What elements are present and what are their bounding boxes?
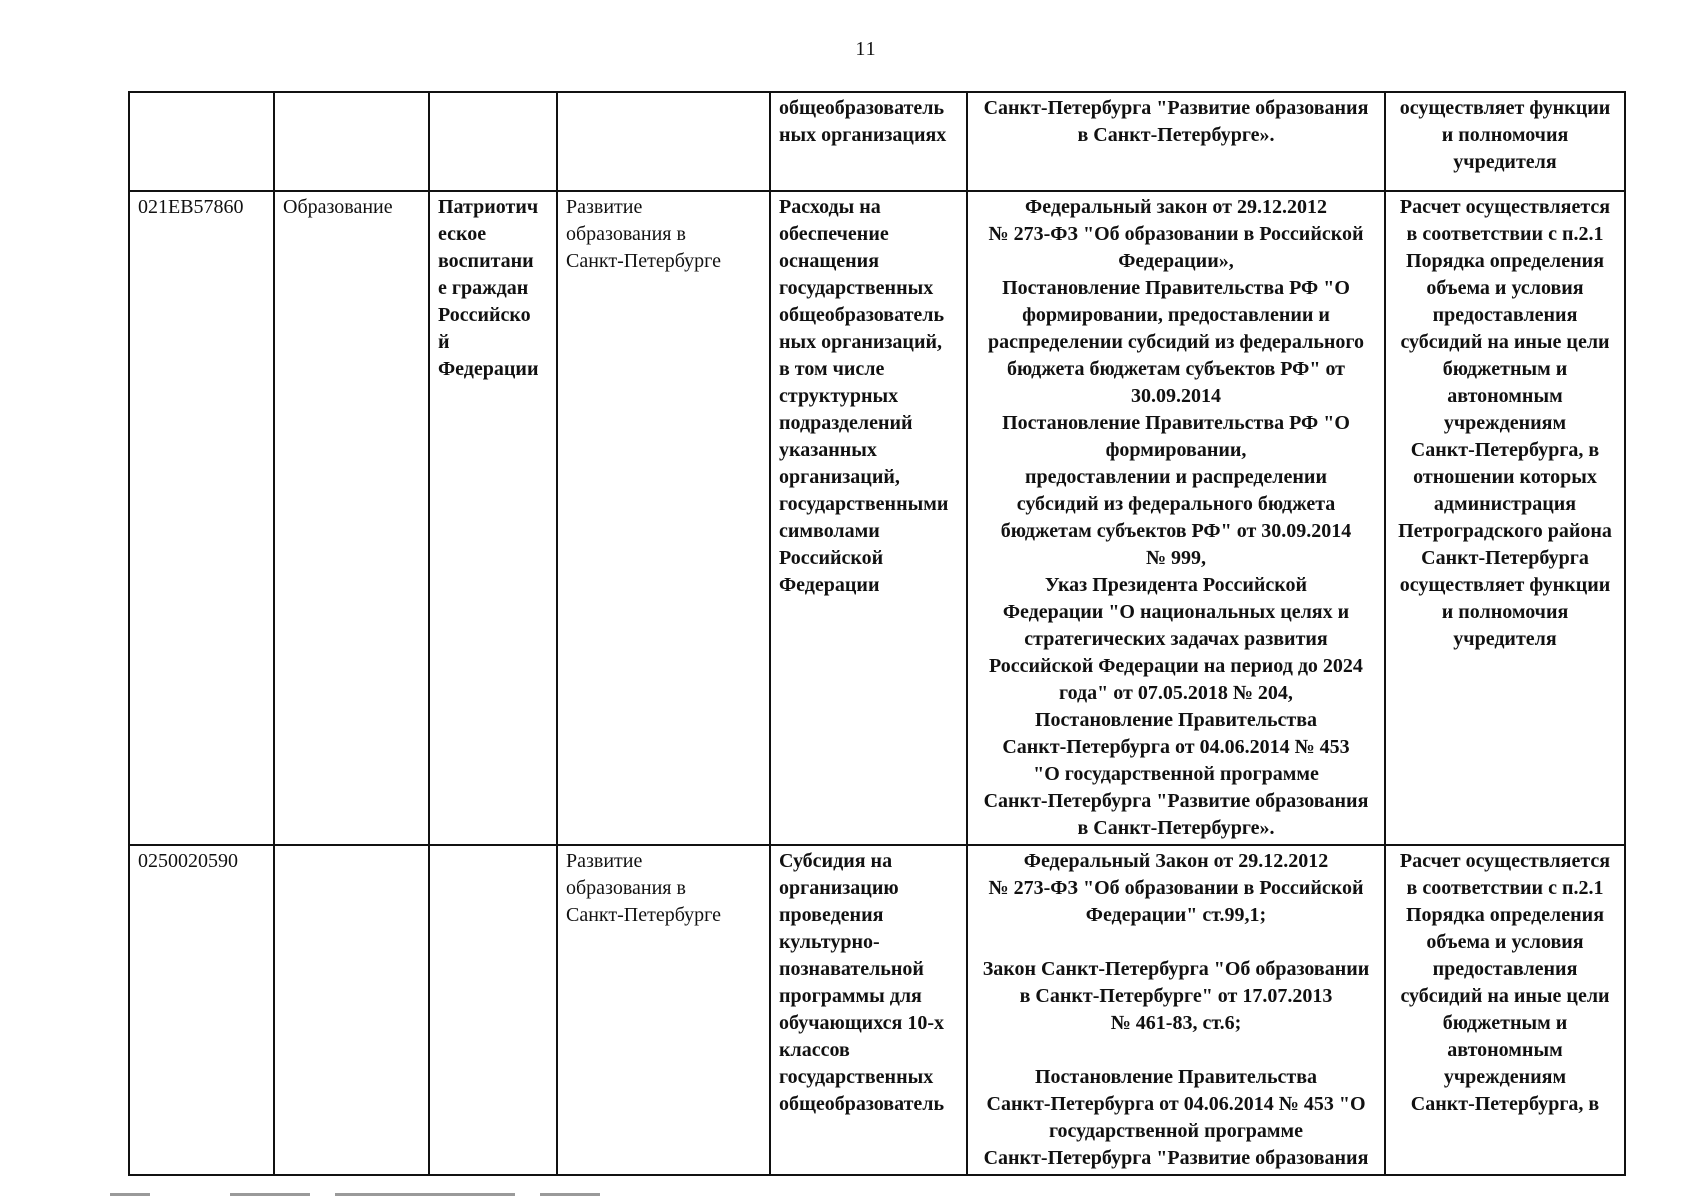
cell-line: Развитие — [566, 850, 643, 872]
description-cell — [770, 845, 967, 1175]
cell-line: объема и условия — [1426, 277, 1584, 299]
subsection-cell — [429, 191, 557, 845]
cell-line: Санкт-Петербурга "Развитие образования — [983, 1147, 1369, 1169]
cell-line: ных организаций, — [779, 331, 942, 353]
cell-line: Санкт-Петербурга "Развитие образования — [983, 97, 1369, 119]
cell-line: Закон Санкт-Петербурга "Об образовании — [982, 958, 1370, 980]
cell-line: Федерации "О национальных целях и — [1002, 601, 1350, 623]
cell-line: распределении субсидий из федерального — [987, 331, 1365, 353]
cell-line: Федерации — [438, 358, 539, 380]
description-cell — [770, 191, 967, 845]
cell-line: автономным — [1447, 1039, 1563, 1061]
cell-line: Федеральный закон от 29.12.2012 — [1025, 196, 1327, 218]
cell-line: программы для — [779, 985, 922, 1007]
description-cell — [770, 92, 967, 191]
cell-line: общеобразователь — [779, 1093, 945, 1115]
cell-line: е граждан — [438, 277, 529, 299]
cell-text — [283, 848, 420, 875]
cell-text: Образование — [283, 196, 393, 218]
cell-line: 30.09.2014 — [1131, 385, 1221, 407]
cell-text: 0250020590 — [138, 850, 238, 872]
cell-line: общеобразователь — [779, 97, 945, 119]
cell-line — [976, 929, 1376, 956]
cell-line: организаций, — [779, 466, 900, 488]
cell-line: Постановление Правительства РФ "О — [1002, 277, 1350, 299]
cell-line: № 273-ФЗ "Об образовании в Российской — [988, 223, 1364, 245]
cell-line: стратегических задачах развития — [1024, 628, 1328, 650]
cell-line: государственной программе — [1048, 1120, 1304, 1142]
table-row — [129, 191, 1625, 845]
page-number: 11 — [855, 38, 877, 60]
subsection-cell — [429, 845, 557, 1175]
cell-line: Развитие — [566, 196, 643, 218]
cell-line: года" от 07.05.2018 № 204, — [1059, 682, 1293, 704]
cell-line: бюджетам субъектов РФ" от 30.09.2014 — [1000, 520, 1352, 542]
cell-line: в Санкт-Петербурге" от 17.07.2013 — [1019, 985, 1333, 1007]
cell-line: государственных — [779, 1066, 934, 1088]
section-cell — [274, 845, 429, 1175]
cell-line: осуществляет функции — [1399, 97, 1611, 119]
cell-text — [283, 95, 420, 122]
program-cell — [557, 845, 770, 1175]
cell-line: структурных — [779, 385, 899, 407]
cell-text: 021EB57860 — [138, 196, 244, 218]
cell-line: Федерации" ст.99,1; — [1085, 904, 1267, 926]
cell-line: Санкт-Петербурга от 04.06.2014 № 453 — [1002, 736, 1350, 758]
cell-line: учреждениям — [1443, 412, 1567, 434]
bottom-rule-mid-3 — [540, 1193, 600, 1196]
cell-line: Российско — [438, 304, 531, 326]
cell-line: общеобразователь — [779, 304, 945, 326]
cell-line: Постановление Правительства — [1034, 709, 1318, 731]
cell-line: культурно- — [779, 931, 880, 953]
cell-line: Петроградского района — [1398, 520, 1612, 542]
cell-line: Российской — [779, 547, 884, 569]
cell-line: Санкт-Петербурге — [566, 250, 721, 272]
cell-line: Федеральный Закон от 29.12.2012 — [1023, 850, 1329, 872]
cell-line: в соответствии с п.2.1 — [1406, 223, 1604, 245]
cell-line: в соответствии с п.2.1 — [1406, 877, 1604, 899]
cell-line: учреждениям — [1443, 1066, 1567, 1088]
cell-line — [976, 1037, 1376, 1064]
cell-line: Расчет осуществляется — [1399, 850, 1611, 872]
cell-line: предоставления — [1432, 304, 1578, 326]
cell-line: в том числе — [779, 358, 885, 380]
cell-line: ных организациях — [779, 124, 947, 146]
cell-line: бюджета бюджетам субъектов РФ" от — [1007, 358, 1345, 380]
calculation-cell — [1385, 845, 1625, 1175]
legal-basis-cell — [967, 845, 1385, 1175]
cell-line: организацию — [779, 877, 899, 899]
cell-line: осуществляет функции — [1399, 574, 1611, 596]
budget-code-cell — [129, 92, 274, 191]
cell-line: познавательной — [779, 958, 924, 980]
cell-line: в Санкт-Петербурге». — [1077, 124, 1275, 146]
cell-line: субсидий на иные цели — [1400, 985, 1610, 1007]
budget-code-cell — [129, 845, 274, 1175]
cell-line: Патриотич — [438, 196, 539, 218]
budget-code-cell — [129, 191, 274, 845]
cell-line: оснащения — [779, 250, 880, 272]
program-cell — [557, 191, 770, 845]
cell-line: администрация — [1433, 493, 1577, 515]
section-cell — [274, 191, 429, 845]
cell-line: бюджетным и — [1442, 1012, 1568, 1034]
cell-line: й — [438, 331, 450, 353]
cell-line: Субсидия на — [779, 850, 893, 872]
cell-line: Санкт-Петербурга, в — [1410, 1093, 1600, 1115]
cell-line: обеспечение — [779, 223, 889, 245]
cell-line: № 461-83, ст.6; — [1110, 1012, 1242, 1034]
cell-text — [438, 95, 548, 122]
cell-line: субсидий из федерального бюджета — [1016, 493, 1336, 515]
cell-line: Порядка определения — [1405, 250, 1605, 272]
cell-line: еское — [438, 223, 487, 245]
cell-line: предоставлении и распределении — [1025, 466, 1327, 488]
cell-line: образования в — [566, 877, 686, 899]
cell-line: субсидий на иные цели — [1400, 331, 1610, 353]
cell-line: Санкт-Петербурга, в — [1410, 439, 1600, 461]
cell-line: Порядка определения — [1405, 904, 1605, 926]
cell-line: Постановление Правительства — [1034, 1066, 1318, 1088]
cell-line: предоставления — [1432, 958, 1578, 980]
cell-line: в Санкт-Петербурге». — [1077, 817, 1275, 839]
bottom-rule-mid-2 — [335, 1193, 515, 1196]
cell-line: государственными — [779, 493, 949, 515]
cell-line: и полномочия — [1441, 601, 1569, 623]
calculation-cell — [1385, 191, 1625, 845]
cell-line: Федерации — [779, 574, 880, 596]
cell-line: Расчет осуществляется — [1399, 196, 1611, 218]
cell-line: Санкт-Петербурге — [566, 904, 721, 926]
cell-line: подразделений — [779, 412, 913, 434]
cell-line: Санкт-Петербурга от 04.06.2014 № 453 "О — [986, 1093, 1366, 1115]
cell-line: учредителя — [1453, 151, 1557, 173]
cell-line: № 273-ФЗ "Об образовании в Российской — [988, 877, 1364, 899]
bottom-rule-left — [110, 1193, 150, 1196]
cell-line: Санкт-Петербурга "Развитие образования — [983, 790, 1369, 812]
program-cell — [557, 92, 770, 191]
cell-line: № 999, — [1145, 547, 1207, 569]
cell-line: классов — [779, 1039, 850, 1061]
cell-line: символами — [779, 520, 880, 542]
cell-line: Санкт-Петербурга — [1421, 547, 1589, 569]
cell-line: Расходы на — [779, 196, 881, 218]
cell-line: указанных — [779, 439, 877, 461]
cell-line: образования в — [566, 223, 686, 245]
cell-line: Федерации», — [1118, 250, 1234, 272]
cell-line: объема и условия — [1426, 931, 1584, 953]
budget-table — [128, 91, 1626, 1176]
cell-line: бюджетным и — [1442, 358, 1568, 380]
cell-line: Указ Президента Российской — [1044, 574, 1308, 596]
legal-basis-cell — [967, 191, 1385, 845]
cell-line: отношении которых — [1413, 466, 1597, 488]
cell-line: проведения — [779, 904, 884, 926]
cell-line: и полномочия — [1441, 124, 1569, 146]
cell-line: воспитани — [438, 250, 534, 272]
cell-line: формировании, — [1105, 439, 1247, 461]
cell-line: Российской Федерации на период до 2024 — [989, 655, 1363, 677]
cell-text — [438, 848, 548, 875]
bottom-rule-mid-1 — [230, 1193, 310, 1196]
cell-line: автономным — [1447, 385, 1563, 407]
cell-text — [566, 95, 761, 122]
subsection-cell — [429, 92, 557, 191]
cell-line: обучающихся 10-х — [779, 1012, 944, 1034]
cell-line: учредителя — [1453, 628, 1557, 650]
section-cell — [274, 92, 429, 191]
cell-line: "О государственной программе — [1033, 763, 1319, 785]
legal-basis-cell — [967, 92, 1385, 191]
calculation-cell — [1385, 92, 1625, 191]
cell-line: государственных — [779, 277, 934, 299]
cell-line: формировании, предоставлении и — [1022, 304, 1330, 326]
cell-text — [138, 95, 265, 122]
table-row — [129, 845, 1625, 1175]
table-row — [129, 92, 1625, 191]
cell-line: Постановление Правительства РФ "О — [1002, 412, 1350, 434]
